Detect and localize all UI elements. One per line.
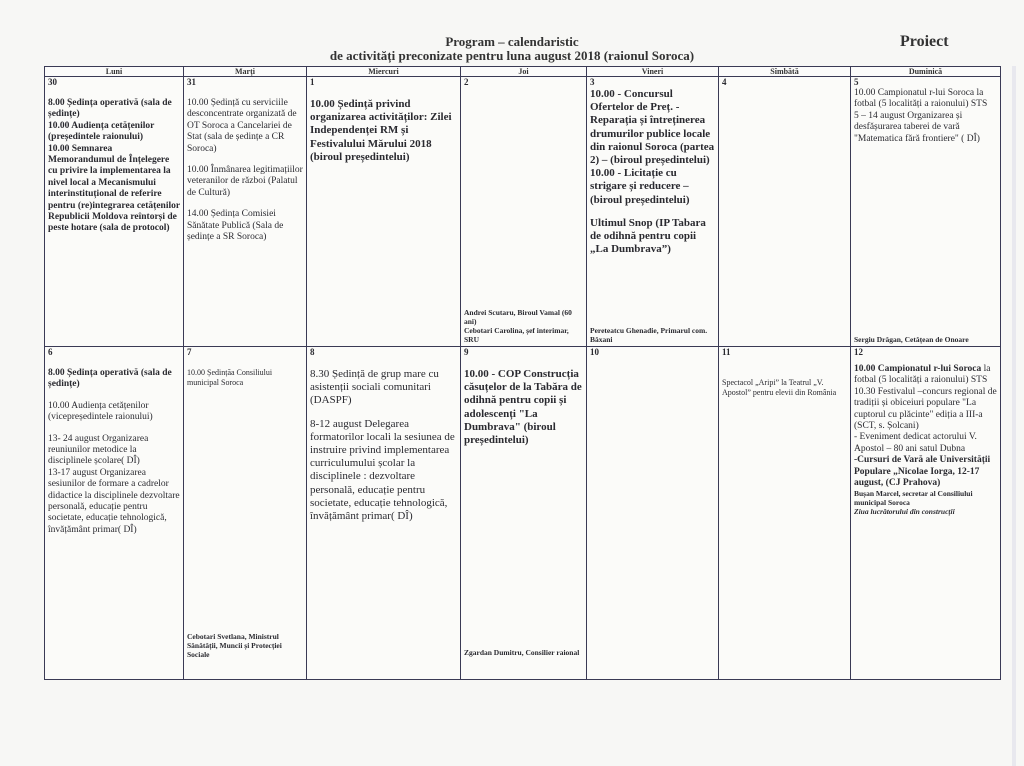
event: 10.00 Înmânarea legitimațiilor veteranilor de război (Palatul de Cultură) [187, 165, 303, 198]
event: 10.00 - Concursul Ofertelor de Preț. - Reparația și întreținerea drumurilor publice locale din raionul Soroca (partea 2) – (biroul președintelui) [590, 88, 715, 167]
day-cell-10 [587, 347, 719, 680]
day-cell-2 [461, 77, 587, 347]
event: 10.00 Ședință cu serviciile desconcentrate organizată de OT Soroca a Cancelariei de Stat (sala de ședințe a CR Soroca) [187, 98, 297, 154]
day-cell-4 [719, 77, 851, 347]
event: 10.00 Campionatul r-lui Soroca la fotbal (5 localități a raionului) STS [854, 88, 988, 110]
event: - Eveniment dedicat actorului V. Apostol – 80 ani satul Dubna [854, 432, 977, 454]
project-stamp: Proiect [900, 33, 949, 50]
event: 13- 24 august Organizarea reuniunilor metodice la disciplinele școlare( DÎ) [48, 433, 149, 467]
weekday-header: Sîmbătă [719, 67, 851, 77]
event: 14.00 Ședința Comisiei Sănătate Publică (Sala de ședințe a SR Soroca) [187, 209, 284, 243]
calendar-table [44, 66, 1001, 680]
day-number: 7 [187, 347, 192, 357]
event: 13-17 august Organizarea sesiunilor de formare a cadrelor didactice la disciplinele dezvoltare personală, educație pentru societate, educație tehnologică, învățământ primar( DÎ) [48, 467, 180, 535]
weekday-header: Vineri [587, 67, 719, 77]
day-cell-8 [307, 347, 461, 680]
event: Ultimul Snop (IP Tabara de odihnă pentru copii „La Dumbrava”) [590, 216, 706, 256]
day-cell-30 [45, 77, 184, 347]
document-subtitle: de activități preconizate pentru luna august 2018 (raionul Soroca) [329, 48, 695, 63]
scan-edge [1012, 66, 1016, 766]
event: 5 – 14 august Organizarea și desfășurarea taberei de vară "Matematica fără frontiere" ( DÎ) [854, 110, 980, 144]
birthday-note: Zgardan Dumitru, Consilier raional [464, 648, 580, 657]
event: 10.00 Ședințăa Consiliului municipal Soroca [187, 368, 273, 387]
weekday-header: Miercuri [307, 67, 461, 77]
event: 10.00 Audiența cetățenilor (vicepreședintele raionului) [48, 400, 153, 423]
holiday-note: Ziua lucrătorului din construcții [854, 507, 955, 517]
weekday-header: Duminică [851, 67, 1001, 77]
birthday-note: Pereteatcu Ghenadie, Primarul com. Băxani [590, 326, 708, 344]
event: 8.00 Ședința operativă (sala de ședințe) [48, 98, 172, 120]
day-number: 9 [464, 347, 469, 357]
day-number: 11 [722, 347, 731, 357]
birthday-note: Andrei Scutaru, Biroul Vamal (60 ani) Cebotari Carolina, șef interimar, SRU [464, 308, 572, 344]
event: 10.00 Ședință privind organizarea activităților: Zilei Independenței RM și Festivalului Mărului 2018 [310, 98, 452, 150]
document-title: Program – calendaristic [445, 34, 579, 49]
weekday-header: Joi [461, 67, 587, 77]
day-number: 1 [310, 77, 315, 87]
week-row [45, 347, 1001, 680]
event: 8.00 Ședința operativă (sala de ședințe) [48, 368, 172, 390]
day-number: 30 [48, 77, 57, 87]
day-cell-12 [851, 347, 1001, 680]
weekday-header: Luni [45, 67, 184, 77]
day-cell-1 [307, 77, 461, 347]
event: 8.30 Ședință de grup mare cu asistenții sociali comunitari (DASPF) [310, 368, 439, 407]
day-number: 4 [722, 77, 727, 87]
day-cell-5 [851, 77, 1001, 347]
weekday-header: Marți [184, 67, 307, 77]
birthday-note: Cebotari Svetlana, Ministrul Sănătății, Muncii și Protecției Sociale [187, 632, 282, 659]
event: 10.00 Campionatul r-lui Soroca la fotbal (5 localități a raionului) STS [854, 364, 991, 386]
event: 10.00 - COP Construcția căsuțelor de la Tabăra de odihnă pentru copii și adolescenți "La Dumbrava" (biroul președintelui) [464, 368, 582, 447]
event: 10.00 Semnarea Memorandumul de Înțelegere cu privire la implementarea la nivel local a Mecanismului interinstituțional de referire pentru (re)integrarea cetățenilor Republicii Moldova reîntorși de peste hotare (sala de protocol) [48, 143, 180, 234]
day-cell-9 [461, 347, 587, 680]
day-number: 10 [590, 347, 599, 357]
birthday-note: Bușan Marcel, secretar al Consiliului municipal Soroca [854, 489, 973, 508]
event: Spectacol „Aripi” la Teatrul „V. Apostol” pentru elevii din România [722, 378, 837, 397]
day-number: 5 [854, 77, 859, 87]
day-number: 8 [310, 347, 315, 357]
birthday-note: Sergiu Drăgan, Cetățean de Onoare [854, 335, 969, 344]
event: 10.00 Audiența cetățenilor (președintele raionului) [48, 120, 155, 143]
event: -Cursuri de Vară ale Universității Populare „Nicolae Iorga, 12-17 august, (CJ Prahova) [854, 455, 991, 489]
day-cell-7 [184, 347, 307, 680]
day-number: 31 [187, 77, 196, 87]
day-cell-31 [184, 77, 307, 347]
week-row [45, 77, 1001, 347]
weekday-header-row [45, 67, 1001, 77]
day-number: 12 [854, 347, 863, 357]
event-location: (biroul președintelui) [310, 150, 410, 163]
event: 10.30 Festivalul –concurs regional de tradiții și obiceiuri populare "La cuptorul cu plăcinte" ediția a III-a (SCT, s. Șolcani) [854, 386, 997, 432]
day-cell-11 [719, 347, 851, 680]
day-number: 6 [48, 347, 53, 357]
day-number: 2 [464, 77, 469, 87]
day-number: 3 [590, 77, 595, 87]
event: 10.00 - Licitație cu strigare și reducere – (biroul președintelui) [590, 167, 690, 206]
day-cell-3 [587, 77, 719, 347]
event: 8-12 august Delegarea formatorilor locali la sesiunea de instruire privind implementarea curriculumului școlar la disciplinele : dezvoltare personală, educație pentru societate, educație tehnologică, învățământ primar( DÎ) [310, 417, 455, 523]
day-cell-6 [45, 347, 184, 680]
